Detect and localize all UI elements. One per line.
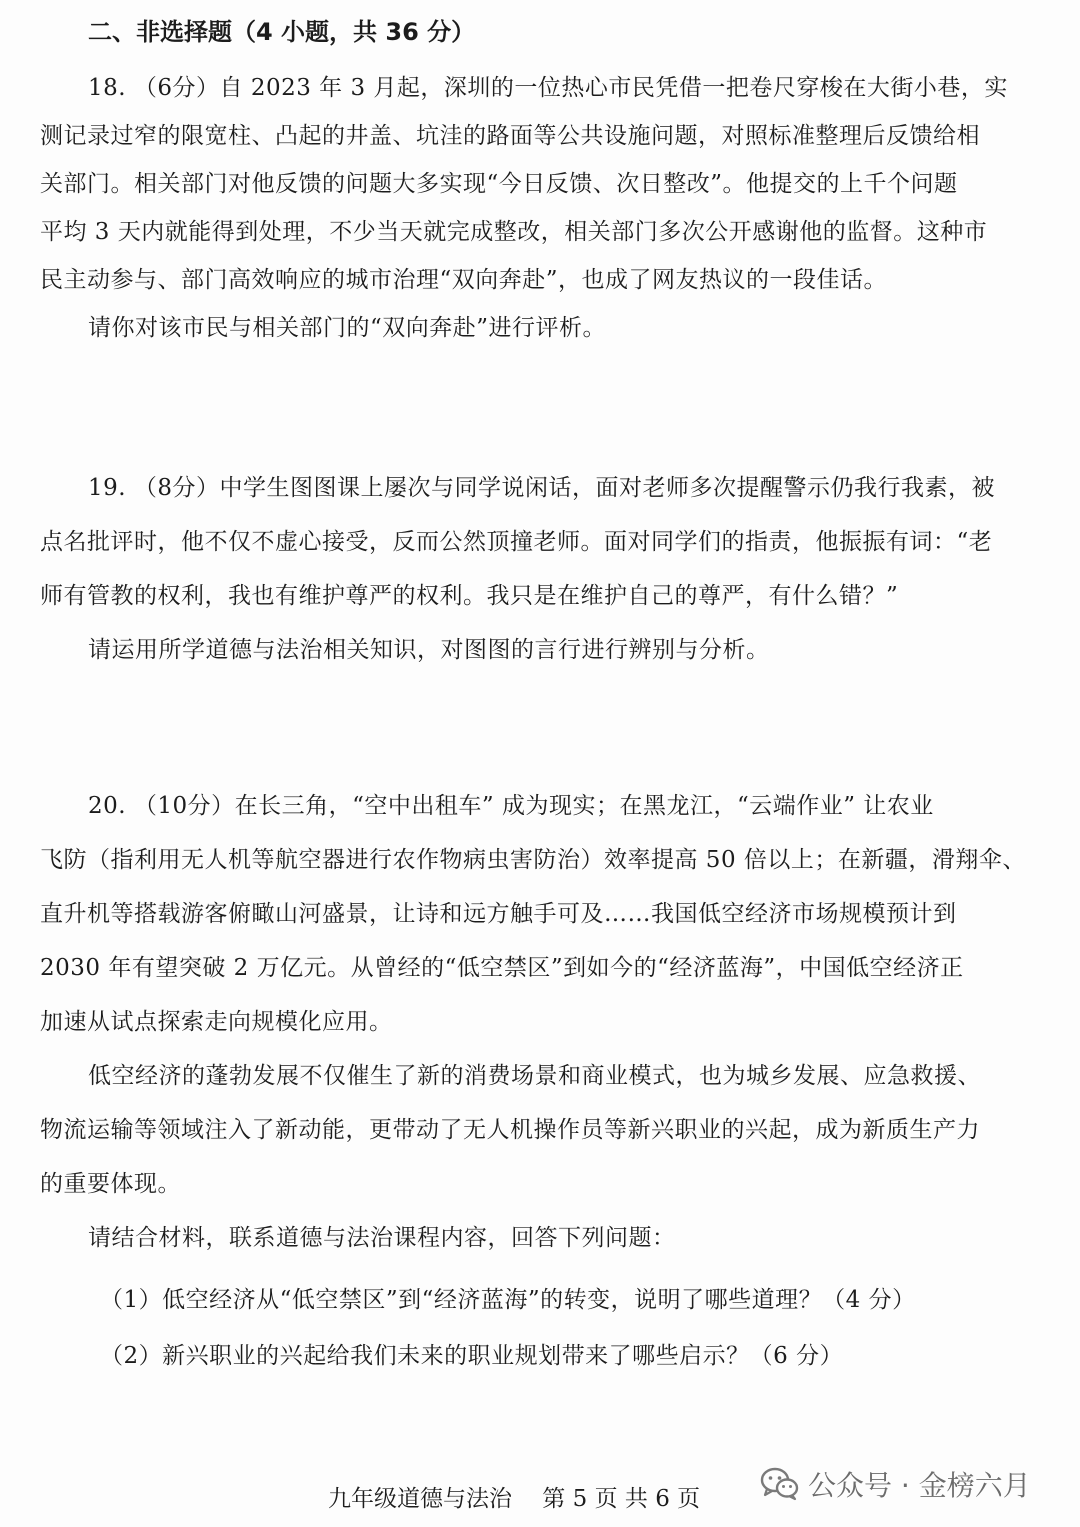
watermark [760, 1462, 1031, 1506]
q18-line-2: 测记录过窄的限宽柱、凸起的井盖、坑洼的路面等公共设施问题，对照标准整理后反馈给相 [40, 123, 980, 149]
q18-prompt: 请你对该市民与相关部门的“双向奔赴”进行评析。 [88, 315, 607, 341]
q20-para2-line-2: 物流运输等领域注入了新动能，更带动了无人机操作员等新兴职业的兴起，成为新质生产力 [40, 1117, 980, 1143]
q20-line-5: 加速从试点探索走向规模化应用。 [40, 1009, 393, 1035]
watermark-text: 公众号 · 金榜六月 [808, 1469, 1031, 1502]
q18-line-5: 民主动参与、部门高效响应的城市治理“双向奔赴”，也成了网友热议的一段佳话。 [40, 267, 888, 293]
q20-para2-line-1: 低空经济的蓬勃发展不仅催生了新的消费场景和商业模式，也为城乡发展、应急救援、 [88, 1063, 981, 1089]
q18-line-4: 平均 3 天内就能得到处理，不少当天就完成整改，相关部门多次公开感谢他的监督。这种市 [40, 219, 988, 245]
q20-prompt: 请结合材料，联系道德与法治课程内容，回答下列问题： [88, 1225, 676, 1251]
q20-line-2: 飞防（指利用无人机等航空器进行农作物病虫害防治）效率提高 50 倍以上；在新疆，滑翔伞、 [40, 847, 1026, 873]
q20-line-4: 2030 年有望突破 2 万亿元。从曾经的“低空禁区”到如今的“经济蓝海”，中国低空经济正 [40, 955, 964, 981]
q20-sub-2: （2）新兴职业的兴起给我们未来的职业规划带来了哪些启示？（6 分） [100, 1343, 844, 1369]
q18-line-3: 关部门。相关部门对他反馈的问题大多实现“今日反馈、次日整改”。他提交的上千个问题 [40, 171, 958, 197]
q19-line-1: 19. （8分）中学生图图课上屡次与同学说闲话，面对老师多次提醒警示仍我行我素，被 [88, 475, 996, 501]
q20-sub-1: （1）低空经济从“低空禁区”到“经济蓝海”的转变，说明了哪些道理？（4 分） [100, 1287, 916, 1313]
q19-line-3: 师有管教的权利，我也有维护尊严的权利。我只是在维护自己的尊严，有什么错？” [40, 583, 899, 609]
section-title: 二、非选择题（4 小题，共 36 分） [88, 18, 476, 46]
q19-prompt: 请运用所学道德与法治相关知识，对图图的言行进行辨别与分析。 [88, 637, 770, 663]
q18-line-1: 18. （6分）自 2023 年 3 月起，深圳的一位热心市民凭借一把卷尺穿梭在大街小巷，实 [88, 75, 1008, 101]
q20-line-1: 20. （10分）在长三角，“空中出租车” 成为现实；在黑龙江，“云端作业” 让农业 [88, 793, 934, 819]
page-footer: 九年级道德与法治 第 5 页 共 6 页 [328, 1486, 701, 1512]
q20-line-3: 直升机等搭载游客俯瞰山河盛景，让诗和远方触手可及……我国低空经济市场规模预计到 [40, 901, 957, 927]
q20-para2-line-3: 的重要体现。 [40, 1171, 181, 1197]
wechat-icon [760, 1467, 800, 1501]
q19-line-2: 点名批评时，他不仅不虚心接受，反而公然顶撞老师。面对同学们的指责，他振振有词：“老 [40, 529, 993, 555]
